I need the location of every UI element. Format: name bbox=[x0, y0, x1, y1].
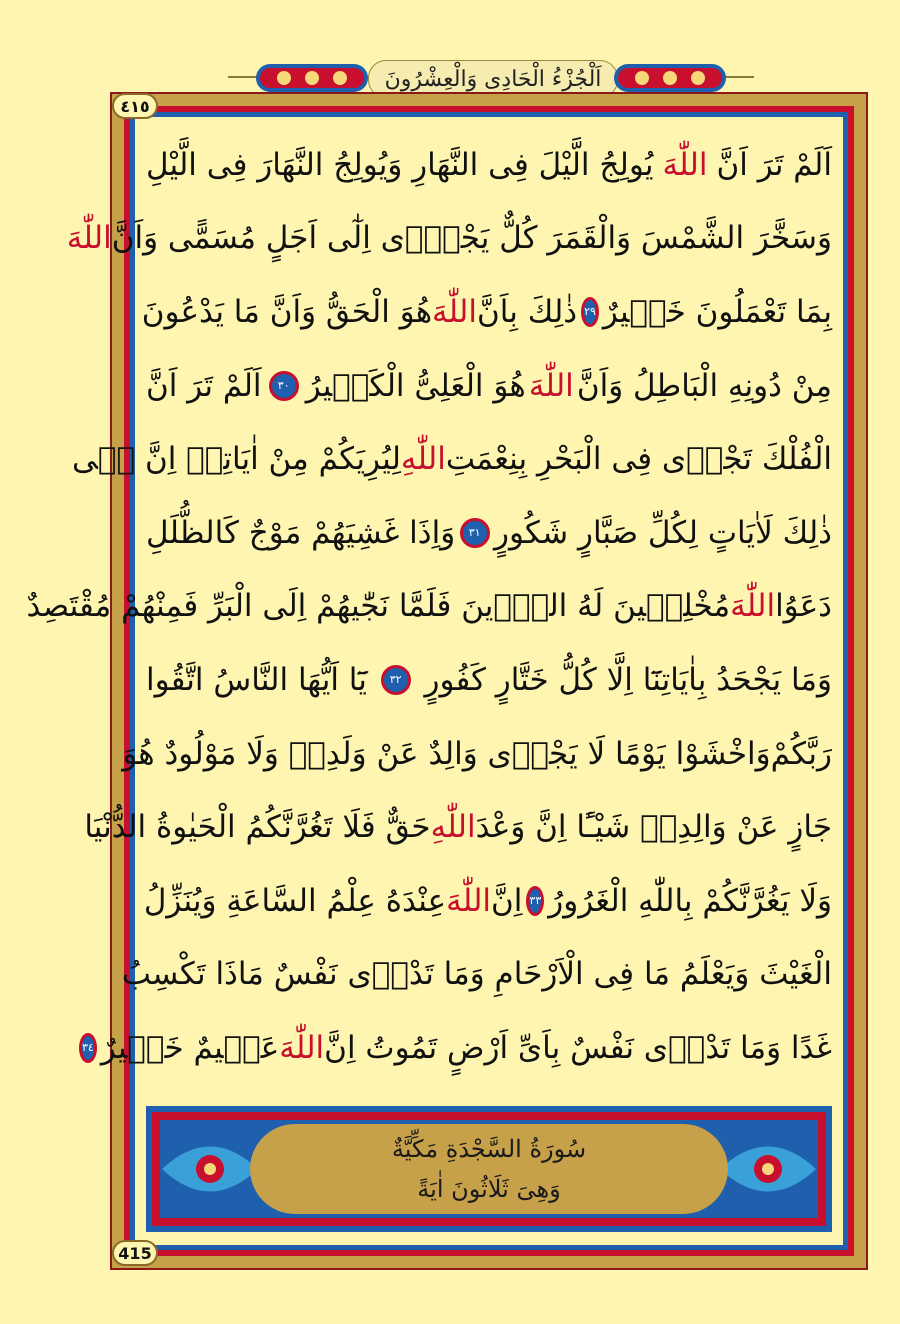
verse-segment: مُخْلِصٖينَ لَهُ الدّٖينَ فَلَمَّا نَجّٰيهُمْ اِلَى الْبَرِّ فَمِنْهُمْ مُقْتَصِدٌ bbox=[26, 588, 731, 625]
header-line-left bbox=[228, 76, 258, 78]
verse-segment: هُوَ الْعَلِىُّ الْكَبٖيرُ bbox=[305, 367, 526, 404]
verse-segment: اِنَّ bbox=[491, 882, 523, 919]
header-line-right bbox=[724, 76, 754, 78]
verse-number-marker: ٣٤ bbox=[79, 1033, 97, 1063]
header-ornament-right bbox=[614, 64, 726, 92]
verse-segment: وَاِذَا غَشِيَهُمْ مَوْجٌ كَالظُّلَلِ bbox=[146, 514, 456, 551]
verse-number-marker: ٣١ bbox=[460, 518, 490, 548]
verse-segment: يُولِجُ الَّيْلَ فِى النَّهَارِ وَيُولِجُ النَّهَارَ فِى الَّيْلِ bbox=[146, 146, 654, 183]
verse-segment: اَلَمْ تَرَ اَنَّ bbox=[146, 367, 262, 404]
verse-line bbox=[146, 496, 832, 570]
divine-name: اللّٰهَ bbox=[279, 1029, 325, 1066]
header-ornament-left bbox=[256, 64, 368, 92]
divine-name: اللّٰهَ bbox=[528, 367, 574, 404]
verse-segment: وَاخْشَوْا يَوْمًا لَا يَجْزٖى وَالِدٌ عَنْ وَلَدِهٖ وَلَا مَوْلُودٌ هُوَ bbox=[122, 735, 771, 772]
divine-name: اللّٰهِ bbox=[400, 441, 446, 478]
verse-segment: وَلَا يَغُرَّنَّكُمْ بِاللّٰهِ الْغَرُورُ bbox=[548, 882, 832, 919]
verse-segment: لِيُرِيَكُمْ مِنْ اٰيَاتِهٖ اِنَّ فٖى bbox=[72, 441, 401, 478]
verse-line bbox=[121, 938, 832, 1012]
banner-ornament-right bbox=[720, 1124, 816, 1214]
verse-segment: عِنْدَهُ عِلْمُ السَّاعَةِ وَيُنَزِّلُ bbox=[143, 882, 447, 919]
surah-verse-count: وَهِىَ ثَلَاثُونَ اٰيَةً bbox=[417, 1175, 561, 1203]
verse-line bbox=[141, 275, 832, 349]
verse-line bbox=[84, 790, 832, 864]
verse-segment: حَقٌّ فَلَا تَغُرَّنَّكُمُ الْحَيٰوةُ الدُّنْيَا bbox=[84, 809, 431, 846]
divine-name: اللّٰهَ bbox=[730, 588, 776, 625]
surah-title-plate bbox=[250, 1124, 728, 1214]
verse-segment: جَازٍ عَنْ وَالِدِهٖ شَيْـًٔا اِنَّ وَعْدَ bbox=[475, 809, 832, 846]
verse-line bbox=[66, 202, 832, 276]
surah-title: سُورَةُ السَّجْدَةِ مَكِّيَّةٌ bbox=[391, 1135, 587, 1163]
verse-line bbox=[122, 717, 832, 791]
verse-line bbox=[143, 864, 832, 938]
verse-text-block bbox=[26, 128, 832, 1085]
page-number-arabic: ٤١٥ bbox=[112, 93, 158, 119]
verse-segment: دَعَوُا bbox=[775, 588, 832, 625]
verse-segment: ذٰلِكَ لَاٰيَاتٍ لِكُلِّ صَبَّارٍ شَكُورٍ bbox=[494, 514, 832, 551]
verse-number-marker: ٢٩ bbox=[581, 297, 599, 327]
verse-segment: ذٰلِكَ بِاَنَّ bbox=[477, 293, 578, 330]
divine-name: اللّٰهَ bbox=[66, 220, 112, 257]
verse-segment: هُوَ الْحَقُّ وَاَنَّ مَا يَدْعُونَ bbox=[141, 293, 433, 330]
verse-segment: عَلٖيمٌ خَبٖيرٌ bbox=[100, 1029, 280, 1066]
verse-line bbox=[146, 128, 832, 202]
verse-segment: الْفُلْكَ تَجْرٖى فِى الْبَحْرِ بِنِعْمَتِ bbox=[445, 441, 832, 478]
divine-name: اللّٰهَ bbox=[446, 882, 492, 919]
juz-title: اَلْجُزْءُ الْحَادِى وَالْعِشْرُونَ bbox=[368, 60, 618, 98]
verse-segment: رَبَّكُمْ bbox=[770, 735, 832, 772]
verse-line bbox=[72, 422, 832, 496]
verse-line bbox=[146, 643, 832, 717]
verse-number-marker: ٣٠ bbox=[269, 371, 299, 401]
verse-segment: بِمَا تَعْمَلُونَ خَبٖيرٌ bbox=[602, 293, 832, 330]
page-number-latin: 415 bbox=[112, 1240, 158, 1266]
verse-segment: غَدًا وَمَا تَدْرٖى نَفْسٌ بِاَىِّ اَرْضٍ تَمُوتُ اِنَّ bbox=[324, 1029, 832, 1066]
verse-line bbox=[146, 349, 832, 423]
verse-line bbox=[26, 570, 832, 644]
divine-name: اللّٰهَ bbox=[662, 146, 708, 183]
verse-segment: اَلَمْ تَرَ اَنَّ bbox=[716, 146, 832, 183]
verse-number-marker: ٣٢ bbox=[381, 665, 411, 695]
divine-name: اللّٰهِ bbox=[430, 809, 476, 846]
verse-segment: يَٓا اَيُّهَا النَّاسُ اتَّقُوا bbox=[146, 661, 367, 698]
verse-segment: وَمَا يَجْحَدُ بِاٰيَاتِنَٓا اِلَّا كُلُّ خَتَّارٍ كَفُورٍ bbox=[424, 661, 832, 698]
divine-name: اللّٰهَ bbox=[432, 293, 477, 330]
verse-segment: مِنْ دُونِهِ الْبَاطِلُ وَاَنَّ bbox=[576, 367, 832, 404]
verse-line bbox=[82, 1011, 832, 1085]
verse-segment: وَسَخَّرَ الشَّمْسَ وَالْقَمَرَ كُلٌّ يَجْرٖٓى اِلٰٓى اَجَلٍ مُسَمًّى وَاَنَّ bbox=[111, 220, 832, 257]
banner-ornament-left bbox=[162, 1124, 258, 1214]
verse-number-marker: ٣٣ bbox=[526, 886, 544, 916]
verse-segment: الْغَيْثَ وَيَعْلَمُ مَا فِى الْاَرْحَامِ وَمَا تَدْرٖى نَفْسٌ مَاذَا تَكْسِبُ bbox=[121, 956, 832, 993]
